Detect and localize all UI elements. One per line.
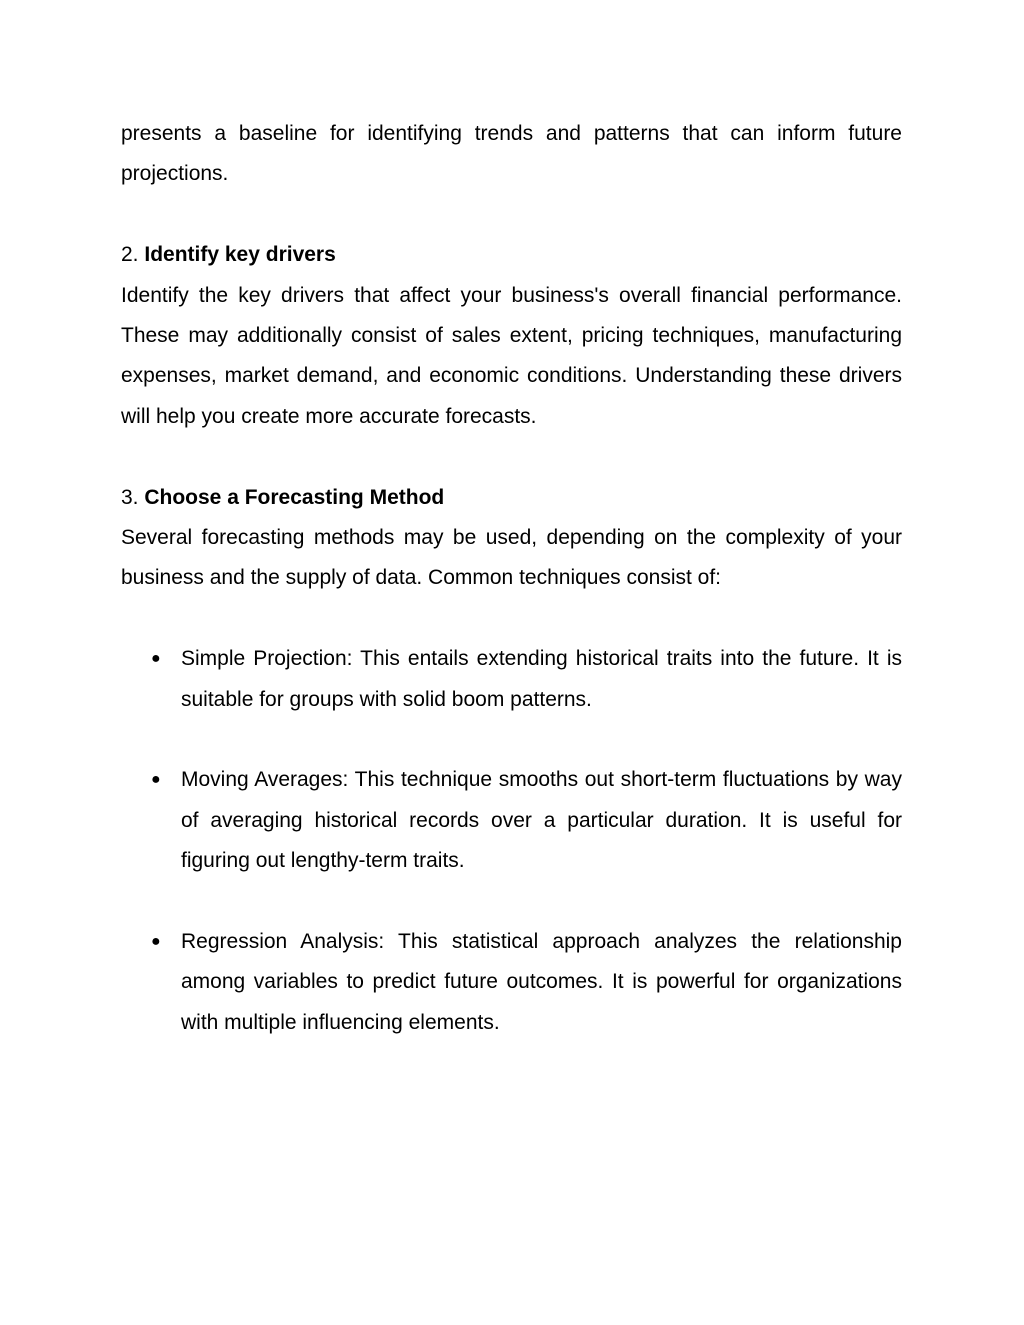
spacer — [121, 599, 902, 639]
list-item-text: Regression Analysis: This statistical approach analyzes the relationship among variables to predict future outcomes. It is powerful for organizations with multiple influencing elements. — [181, 930, 902, 1034]
document-page — [121, 114, 902, 1043]
section-title: Choose a Forecasting Method — [144, 485, 445, 509]
bullet-icon: ● — [151, 933, 161, 951]
forecasting-methods-list — [121, 639, 902, 1043]
section-heading-forecasting-method — [121, 478, 902, 518]
section-body-forecasting-method: Several forecasting methods may be used, depending on the complexity of your business and the supply of data. Common techniques consist of: — [121, 526, 902, 590]
list-item-regression-analysis — [121, 922, 902, 1043]
list-item-text: Simple Projection: This entails extending historical traits into the future. It is suitable for groups with solid boom patterns. — [181, 647, 902, 711]
spacer — [121, 437, 902, 477]
section-heading-key-drivers — [121, 235, 902, 275]
list-item-text: Moving Averages: This technique smooths out short-term fluctuations by way of averaging historical records over a particular duration. It is useful for figuring out lengthy-term traits. — [181, 768, 902, 873]
spacer — [121, 195, 902, 235]
intro-paragraph: presents a baseline for identifying trends and patterns that can inform future projections. — [121, 122, 902, 186]
list-item-moving-averages — [121, 760, 902, 881]
section-number: 3. — [121, 485, 139, 509]
section-title: Identify key drivers — [144, 243, 336, 267]
section-body-key-drivers: Identify the key drivers that affect your business's overall financial performance. These may additionally consist of sales extent, pricing techniques, manufacturing expenses, market demand, and economic conditions. Understanding these drivers will help you create more accurate forecasts. — [121, 283, 902, 428]
list-item-simple-projection — [121, 639, 902, 720]
section-number: 2. — [121, 243, 139, 267]
bullet-icon: ● — [151, 771, 161, 789]
bullet-icon: ● — [151, 650, 161, 668]
